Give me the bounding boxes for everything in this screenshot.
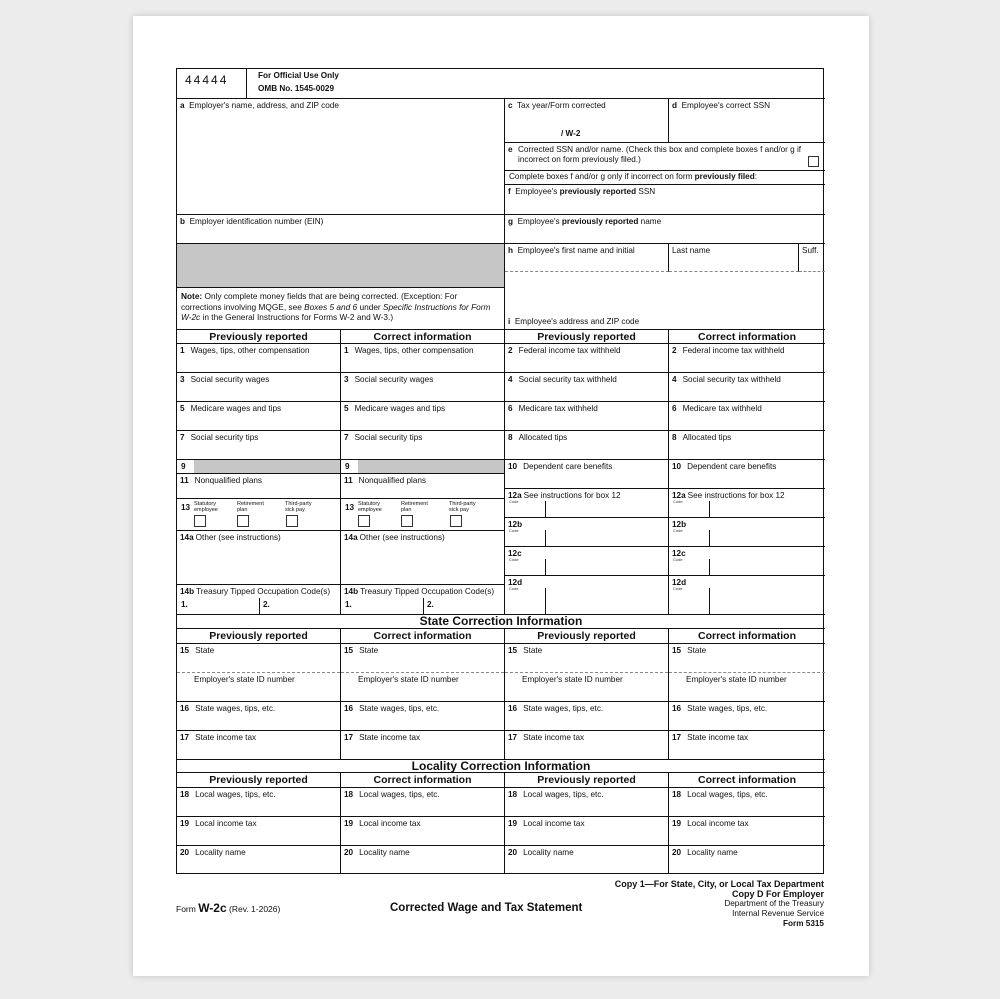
box-label: Locality name <box>687 848 738 857</box>
box-num: 20 <box>180 848 190 857</box>
box-c-label: Tax year/Form corrected <box>516 101 606 110</box>
box-b-label: Employer identification number (EIN) <box>189 217 324 226</box>
code-divider <box>259 598 260 615</box>
box-c-letter: c <box>508 101 513 110</box>
code-label: Code <box>509 586 519 591</box>
suffix-label: Suff. <box>802 246 819 255</box>
box-label: State income tax <box>359 733 421 742</box>
box-num: 1 <box>180 346 185 355</box>
box-label: Allocated tips <box>682 433 732 442</box>
box-label: State <box>523 646 543 655</box>
box-12c-correct[interactable] <box>669 547 825 576</box>
box-num: 15 <box>180 646 190 655</box>
code-divider <box>709 588 710 615</box>
box-label: Federal income tax withheld <box>518 346 621 355</box>
code-divider <box>423 598 424 615</box>
box-num: 4 <box>508 375 513 384</box>
box-9-correct <box>341 460 505 474</box>
statutory-label: Statutory employee <box>194 501 218 513</box>
sickpay-checkbox[interactable] <box>450 515 462 527</box>
box-num: 19 <box>180 819 190 828</box>
box-10-prev[interactable] <box>505 460 669 489</box>
box-16-state-2[interactable] <box>341 702 505 731</box>
box-num: 5 <box>344 404 349 413</box>
box-a-label: Employer's name, address, and ZIP code <box>189 101 339 110</box>
box-label: Other (see instructions) <box>359 533 445 542</box>
code-divider <box>545 501 546 518</box>
code-2-label: 2. <box>263 600 270 609</box>
last-name-label: Last name <box>672 246 711 255</box>
box-num: 12d <box>672 578 687 587</box>
box-num: 16 <box>180 704 190 713</box>
box-label: State income tax <box>687 733 749 742</box>
dashed-divider <box>177 672 340 673</box>
box-num: 19 <box>344 819 354 828</box>
code-divider <box>545 530 546 547</box>
box-7-correct[interactable] <box>341 431 505 460</box>
note-box <box>177 288 505 330</box>
box-num: 7 <box>344 433 349 442</box>
box-label: Locality name <box>523 848 574 857</box>
code-divider <box>709 559 710 576</box>
box-num: 2 <box>672 346 677 355</box>
statutory-checkbox[interactable] <box>194 515 206 527</box>
box-12a-correct[interactable] <box>669 489 825 518</box>
box-num: 10 <box>672 462 682 471</box>
box-num: 9 <box>345 462 350 471</box>
box-label: Treasury Tipped Occupation Code(s) <box>196 587 331 596</box>
box-label: Local income tax <box>523 819 585 828</box>
box-9-shaded <box>194 460 340 473</box>
box-num: 17 <box>508 733 518 742</box>
box-14a-prev[interactable] <box>177 531 341 585</box>
statutory-label: Statutory employee <box>358 501 382 513</box>
box-3-correct[interactable] <box>341 373 505 402</box>
copy-1-text: Copy 1—For State, City, or Local Tax Department <box>614 879 824 889</box>
box-num: 4 <box>672 375 677 384</box>
box-16-state-1[interactable] <box>177 702 341 731</box>
box-num: 6 <box>508 404 513 413</box>
note-text-3: under <box>357 301 384 312</box>
box-1-prev[interactable] <box>177 344 341 373</box>
box-g-bold: previously reported <box>561 217 639 226</box>
state-section-title: State Correction Information <box>177 615 825 629</box>
box-label: State <box>195 646 215 655</box>
box-label: Social security wages <box>190 375 270 384</box>
box-d-correct-ssn[interactable] <box>669 99 825 143</box>
box-label: Treasury Tipped Occupation Code(s) <box>360 587 495 596</box>
complete-post: : <box>754 172 758 181</box>
box-f-pre: Employee's <box>515 187 560 196</box>
box-label: Local wages, tips, etc. <box>523 790 604 799</box>
box-2-correct[interactable] <box>669 344 825 373</box>
box-19-local-3[interactable] <box>505 817 669 846</box>
box-15-state-1[interactable] <box>177 644 341 702</box>
local-col-header-3: Previously reported <box>505 773 669 788</box>
box-label: Federal income tax withheld <box>682 346 785 355</box>
box-num: 1 <box>344 346 349 355</box>
box-11-prev[interactable] <box>177 474 341 499</box>
last-name-field[interactable] <box>669 244 799 272</box>
box-20-local-2[interactable] <box>341 846 505 874</box>
box-20-local-1[interactable] <box>177 846 341 874</box>
box-12d-prev[interactable] <box>505 576 669 615</box>
dashed-divider <box>505 672 668 673</box>
box-18-local-4[interactable] <box>669 788 825 817</box>
box-label: State wages, tips, etc. <box>523 704 604 713</box>
official-use-text: For Official Use Only <box>258 71 339 80</box>
box-num: 7 <box>180 433 185 442</box>
treasury-text: Department of the Treasury <box>724 899 824 908</box>
box-label: Dependent care benefits <box>687 462 777 471</box>
box-16-state-4[interactable] <box>669 702 825 731</box>
box-num: 14b <box>344 587 359 596</box>
box-label: Nonqualified plans <box>358 476 427 485</box>
box-label: Local income tax <box>359 819 421 828</box>
local-col-header-4: Correct information <box>669 773 825 788</box>
box-9-shaded <box>358 460 504 473</box>
box-11-correct[interactable] <box>341 474 505 499</box>
box-num: 5 <box>180 404 185 413</box>
col-header-1: Previously reported <box>177 330 341 344</box>
box-16-state-3[interactable] <box>505 702 669 731</box>
box-num: 11 <box>180 476 189 485</box>
w2c-form <box>176 68 824 874</box>
box-label: Social security tips <box>190 433 259 442</box>
suffix-field[interactable] <box>799 244 825 272</box>
box-label: Medicare wages and tips <box>190 404 282 413</box>
box-h-first-name[interactable] <box>505 244 669 272</box>
box-num: 19 <box>672 819 682 828</box>
box-14b-correct[interactable] <box>341 585 505 615</box>
box-12c-prev[interactable] <box>505 547 669 576</box>
box-h-label: Employee's first name and initial <box>517 246 635 255</box>
col-header-3: Previously reported <box>505 330 669 344</box>
box-8-prev[interactable] <box>505 431 669 460</box>
box-num: 14a <box>180 533 194 542</box>
box-e-corrected <box>505 143 825 171</box>
box-1-correct[interactable] <box>341 344 505 373</box>
box-g-pre: Employee's <box>517 217 562 226</box>
box-num: 8 <box>508 433 513 442</box>
box-i-label: Employee's address and ZIP code <box>514 317 640 326</box>
box-g-previous-name[interactable] <box>505 215 825 244</box>
box-num: 16 <box>672 704 682 713</box>
note-text-5: in the General Instructions for Forms W-2 and W-3.) <box>200 312 394 322</box>
box-num: 17 <box>344 733 354 742</box>
form-word: Form <box>176 904 199 914</box>
complete-bold: previously filed <box>694 172 755 181</box>
box-5-correct[interactable] <box>341 402 505 431</box>
box-f-previous-ssn[interactable] <box>505 185 825 215</box>
box-num: 17 <box>180 733 190 742</box>
box-3-prev[interactable] <box>177 373 341 402</box>
form-number: Form 5315 <box>783 919 824 928</box>
box-a-employer-name[interactable] <box>177 99 505 215</box>
box-e-letter: e <box>508 145 513 154</box>
box-num: 15 <box>508 646 518 655</box>
box-19-local-4[interactable] <box>669 817 825 846</box>
box-label: Locality name <box>195 848 246 857</box>
box-17-state-1[interactable] <box>177 731 341 760</box>
box-num: 9 <box>181 462 186 471</box>
box-num: 3 <box>344 375 349 384</box>
code-label: Code <box>673 528 683 533</box>
omb-number: OMB No. 1545-0029 <box>258 84 334 93</box>
box-num: 10 <box>508 462 518 471</box>
footer-right <box>615 879 824 929</box>
box-f-letter: f <box>508 187 511 196</box>
box-num: 18 <box>344 790 354 799</box>
box-label: State income tax <box>523 733 585 742</box>
box-num: 15 <box>672 646 682 655</box>
box-10-correct[interactable] <box>669 460 825 489</box>
box-label: Nonqualified plans <box>194 476 263 485</box>
box-num: 12a <box>672 491 686 500</box>
code-divider <box>545 588 546 615</box>
state-id-label: Employer's state ID number <box>194 675 295 684</box>
note-text-1: Only complete money fields that are being corrected. (Exception: For corrections involving MQGE, see <box>181 291 458 312</box>
code-divider <box>545 559 546 576</box>
box-5-prev[interactable] <box>177 402 341 431</box>
local-col-header-1: Previously reported <box>177 773 341 788</box>
box-num: 8 <box>672 433 677 442</box>
box-12b-correct[interactable] <box>669 518 825 547</box>
box-num: 19 <box>508 819 518 828</box>
box-label: Medicare wages and tips <box>354 404 446 413</box>
box-num: 12a <box>508 491 522 500</box>
retirement-label: Retirement plan <box>401 501 428 513</box>
box-20-local-3[interactable] <box>505 846 669 874</box>
code-1-label: 1. <box>181 600 188 609</box>
box-label: Local income tax <box>195 819 257 828</box>
box-label: Local wages, tips, etc. <box>195 790 276 799</box>
state-col-header-2: Correct information <box>341 629 505 644</box>
box-num: 12c <box>508 549 522 558</box>
box-label: State wages, tips, etc. <box>359 704 440 713</box>
box-num: 18 <box>508 790 518 799</box>
code-divider <box>709 530 710 547</box>
box-num: 14b <box>180 587 195 596</box>
box-num: 20 <box>672 848 682 857</box>
box-label: Medicare tax withheld <box>518 404 598 413</box>
box-19-local-2[interactable] <box>341 817 505 846</box>
box-a-letter: a <box>180 101 185 110</box>
state-col-header-1: Previously reported <box>177 629 341 644</box>
box-9-prev <box>177 460 341 474</box>
code-label: Code <box>509 528 519 533</box>
box-g-letter: g <box>508 217 514 226</box>
box-num: 13 <box>345 503 355 512</box>
box-c-tax-year[interactable] <box>505 99 669 143</box>
box-i-letter: i <box>508 317 511 326</box>
box-17-state-4[interactable] <box>669 731 825 760</box>
box-num: 20 <box>508 848 518 857</box>
box-num: 13 <box>181 503 191 512</box>
box-label: Wages, tips, other compensation <box>354 346 474 355</box>
note-label: Note: <box>181 291 203 301</box>
state-id-label: Employer's state ID number <box>522 675 623 684</box>
locality-section-title: Locality Correction Information <box>177 760 825 773</box>
box-label: Other (see instructions) <box>195 533 281 542</box>
box-7-prev[interactable] <box>177 431 341 460</box>
box-19-local-1[interactable] <box>177 817 341 846</box>
box-13-correct <box>341 499 505 531</box>
box-e-checkbox[interactable] <box>808 156 819 167</box>
box-num: 17 <box>672 733 682 742</box>
box-17-state-2[interactable] <box>341 731 505 760</box>
dashed-divider <box>341 672 504 673</box>
box-d-letter: d <box>672 101 678 110</box>
box-13-prev <box>177 499 341 531</box>
box-num: 18 <box>672 790 682 799</box>
box-18-local-2[interactable] <box>341 788 505 817</box>
code-label: Code <box>673 499 683 504</box>
irs-text: Internal Revenue Service <box>732 909 824 918</box>
box-num: 11 <box>344 476 353 485</box>
dashed-divider <box>669 672 825 673</box>
box-4-correct[interactable] <box>669 373 825 402</box>
box-label: Local wages, tips, etc. <box>359 790 440 799</box>
box-18-local-3[interactable] <box>505 788 669 817</box>
box-6-prev[interactable] <box>505 402 669 431</box>
shaded-area <box>177 244 505 288</box>
box-num: 12b <box>508 520 523 529</box>
box-num: 20 <box>344 848 354 857</box>
sickpay-label: Third-party sick pay <box>449 501 476 513</box>
complete-pre: Complete boxes f and/or g only if incorrect on form <box>509 172 695 181</box>
state-col-header-3: Previously reported <box>505 629 669 644</box>
col-header-2: Correct information <box>341 330 505 344</box>
box-label: Medicare tax withheld <box>682 404 762 413</box>
box-num: 14a <box>344 533 358 542</box>
box-label: Dependent care benefits <box>523 462 613 471</box>
form-code-box: 44444 <box>177 69 247 99</box>
box-num: 16 <box>344 704 354 713</box>
box-e-label: Corrected SSN and/or name. (Check this box and complete boxes f and/or g if incorrect on form previously filed.) <box>518 145 802 164</box>
form-revision: (Rev. 1-2026) <box>226 904 281 914</box>
box-label: See instructions for box 12 <box>687 491 785 500</box>
box-label: Social security tax withheld <box>682 375 781 384</box>
box-20-local-4[interactable] <box>669 846 825 874</box>
statutory-checkbox[interactable] <box>358 515 370 527</box>
note-text-2: Boxes 5 and 6 <box>304 301 358 312</box>
box-14b-prev[interactable] <box>177 585 341 615</box>
retirement-checkbox[interactable] <box>237 515 249 527</box>
code-label: Code <box>673 557 683 562</box>
box-14a-correct[interactable] <box>341 531 505 585</box>
box-label: Local wages, tips, etc. <box>687 790 768 799</box>
box-num: 18 <box>180 790 190 799</box>
code-2-label: 2. <box>427 600 434 609</box>
sickpay-label: Third-party sick pay <box>285 501 312 513</box>
box-num: 6 <box>672 404 677 413</box>
box-i-address[interactable] <box>505 272 825 330</box>
box-label: State wages, tips, etc. <box>195 704 276 713</box>
box-f-post: SSN <box>636 187 656 196</box>
box-d-label: Employee's correct SSN <box>681 101 771 110</box>
box-label: Allocated tips <box>518 433 568 442</box>
box-label: State income tax <box>195 733 257 742</box>
box-17-state-3[interactable] <box>505 731 669 760</box>
code-label: Code <box>509 557 519 562</box>
sickpay-checkbox[interactable] <box>286 515 298 527</box>
box-f-bold: previously reported <box>559 187 637 196</box>
box-num: 12d <box>508 578 523 587</box>
box-label: State <box>359 646 379 655</box>
form-title: Corrected Wage and Tax Statement <box>390 902 583 914</box>
box-num: 16 <box>508 704 518 713</box>
box-15-state-4[interactable] <box>669 644 825 702</box>
box-label: Social security wages <box>354 375 434 384</box>
box-6-correct[interactable] <box>669 402 825 431</box>
box-g-post: name <box>638 217 662 226</box>
box-label: Locality name <box>359 848 410 857</box>
box-2-prev[interactable] <box>505 344 669 373</box>
box-b-letter: b <box>180 217 186 226</box>
official-use-box <box>247 69 825 99</box>
box-label: Local income tax <box>687 819 749 828</box>
box-label: Social security tax withheld <box>518 375 617 384</box>
box-c-form: / W-2 <box>561 129 581 138</box>
box-12b-prev[interactable] <box>505 518 669 547</box>
copy-d-text: Copy D For Employer <box>731 889 824 899</box>
state-col-header-4: Correct information <box>669 629 825 644</box>
box-num: 12c <box>672 549 686 558</box>
box-label: State <box>687 646 707 655</box>
box-label: See instructions for box 12 <box>523 491 621 500</box>
state-id-label: Employer's state ID number <box>686 675 787 684</box>
box-18-local-1[interactable] <box>177 788 341 817</box>
code-divider <box>709 501 710 518</box>
state-id-label: Employer's state ID number <box>358 675 459 684</box>
local-col-header-2: Correct information <box>341 773 505 788</box>
box-num: 12b <box>672 520 687 529</box>
box-15-state-3[interactable] <box>505 644 669 702</box>
box-num: 2 <box>508 346 513 355</box>
retirement-label: Retirement plan <box>237 501 264 513</box>
box-12a-prev[interactable] <box>505 489 669 518</box>
box-8-correct[interactable] <box>669 431 825 460</box>
code-label: Code <box>673 586 683 591</box>
code-1-label: 1. <box>345 600 352 609</box>
box-4-prev[interactable] <box>505 373 669 402</box>
box-15-state-2[interactable] <box>341 644 505 702</box>
code-label: Code <box>509 499 519 504</box>
col-header-4: Correct information <box>669 330 825 344</box>
box-b-ein[interactable] <box>177 215 505 244</box>
box-num: 3 <box>180 375 185 384</box>
box-12d-correct[interactable] <box>669 576 825 615</box>
box-label: State wages, tips, etc. <box>687 704 768 713</box>
note-text-4: Specific Instructions for Form W-2c <box>181 301 491 322</box>
complete-fg-instruction <box>505 171 825 185</box>
form-name: W-2c <box>198 901 227 915</box>
box-num: 15 <box>344 646 354 655</box>
box-label: Wages, tips, other compensation <box>190 346 310 355</box>
box-h-letter: h <box>508 246 514 255</box>
form-id <box>176 903 280 914</box>
retirement-checkbox[interactable] <box>401 515 413 527</box>
box-label: Social security tips <box>354 433 423 442</box>
